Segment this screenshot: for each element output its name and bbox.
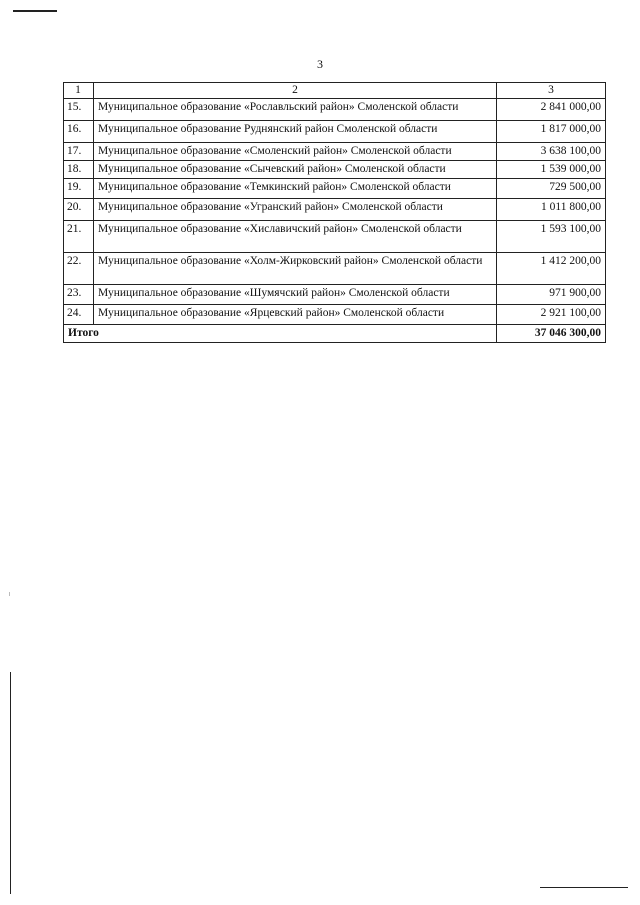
row-municipality-name: Муниципальное образование «Смоленский район» Смоленской области (94, 143, 497, 161)
table-row (64, 199, 606, 221)
row-number: 22. (64, 253, 94, 285)
row-municipality-name: Муниципальное образование «Темкинский район» Смоленской области (94, 179, 497, 199)
table-row (64, 161, 606, 179)
table-row (64, 99, 606, 121)
row-municipality-name: Муниципальное образование «Рославльский район» Смоленской области (94, 99, 497, 121)
row-number: 16. (64, 121, 94, 143)
row-amount: 1 539 000,00 (497, 161, 606, 179)
row-number: 17. (64, 143, 94, 161)
row-amount: 2 841 000,00 (497, 99, 606, 121)
page-number: 3 (317, 57, 323, 71)
row-amount: 971 900,00 (497, 285, 606, 305)
row-amount: 1 817 000,00 (497, 121, 606, 143)
table-total-row (64, 325, 606, 343)
header-col-3: 3 (497, 83, 606, 99)
table-row (64, 179, 606, 199)
table-row (64, 253, 606, 285)
row-number: 15. (64, 99, 94, 121)
row-municipality-name: Муниципальное образование «Шумячский район» Смоленской области (94, 285, 497, 305)
row-amount: 729 500,00 (497, 179, 606, 199)
row-number: 21. (64, 221, 94, 253)
table-header-row (64, 83, 606, 99)
header-col-1: 1 (64, 83, 94, 99)
table-row (64, 305, 606, 325)
total-label: Итого (64, 325, 497, 343)
row-number: 23. (64, 285, 94, 305)
row-municipality-name: Муниципальное образование «Ярцевский район» Смоленской области (94, 305, 497, 325)
row-amount: 1 011 800,00 (497, 199, 606, 221)
row-amount: 2 921 100,00 (497, 305, 606, 325)
table-row (64, 285, 606, 305)
row-number: 20. (64, 199, 94, 221)
table-row (64, 221, 606, 253)
row-municipality-name: Муниципальное образование «Холм-Жирковский район» Смоленской области (94, 253, 497, 285)
scan-artifact-top-line (13, 10, 57, 12)
row-municipality-name: Муниципальное образование «Хиславичский район» Смоленской области (94, 221, 497, 253)
total-amount: 37 046 300,00 (497, 325, 606, 343)
allocation-table (63, 82, 606, 343)
row-number: 24. (64, 305, 94, 325)
table-row (64, 143, 606, 161)
header-col-2: 2 (94, 83, 497, 99)
scan-artifact-bottom-line (540, 887, 628, 888)
row-number: 18. (64, 161, 94, 179)
row-municipality-name: Муниципальное образование Руднянский район Смоленской области (94, 121, 497, 143)
scan-artifact-left-edge (10, 672, 11, 894)
table-row (64, 121, 606, 143)
row-amount: 1 412 200,00 (497, 253, 606, 285)
row-amount: 3 638 100,00 (497, 143, 606, 161)
scan-speck (9, 592, 10, 596)
row-municipality-name: Муниципальное образование «Сычевский район» Смоленской области (94, 161, 497, 179)
row-municipality-name: Муниципальное образование «Угранский район» Смоленской области (94, 199, 497, 221)
row-amount: 1 593 100,00 (497, 221, 606, 253)
row-number: 19. (64, 179, 94, 199)
